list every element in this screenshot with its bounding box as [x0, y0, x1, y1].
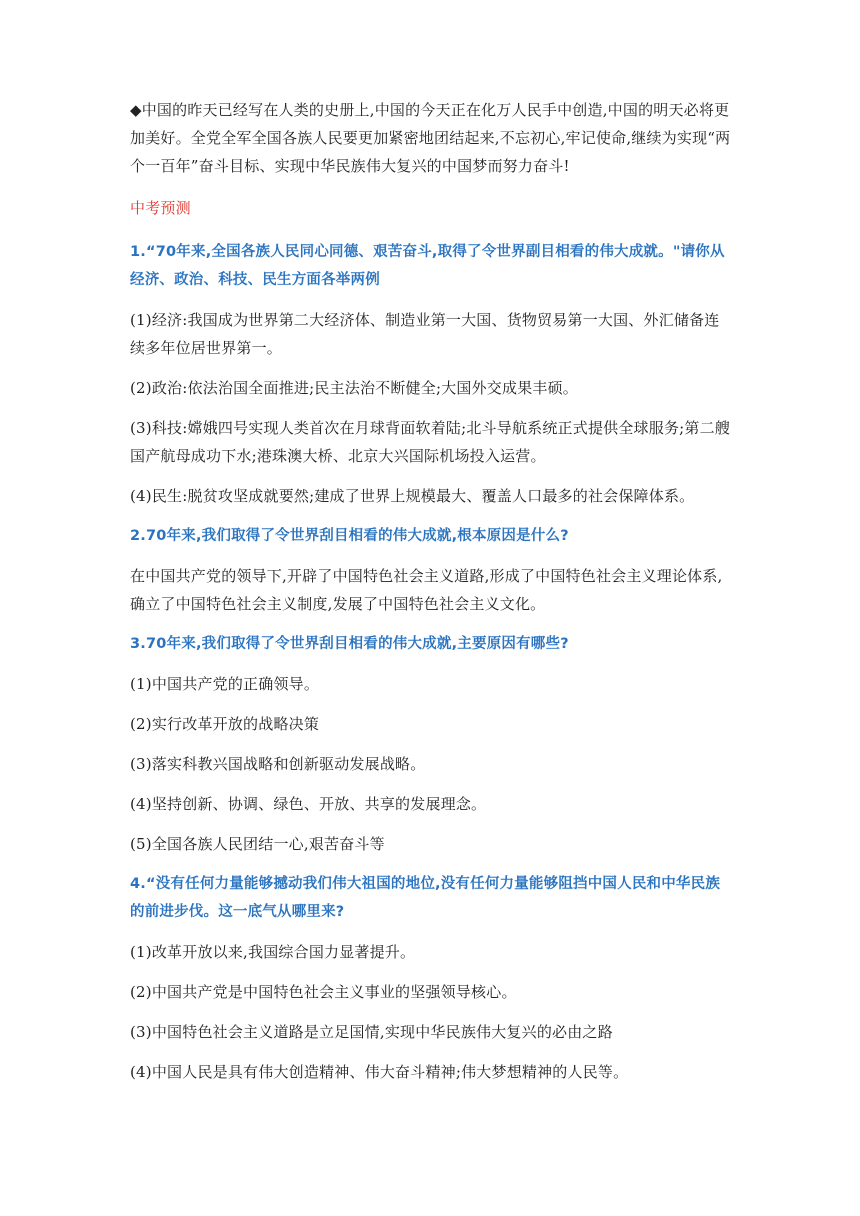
- section-title: 中考预测: [130, 199, 191, 217]
- answer-2-1: 在中国共产党的领导下,开辟了中国特色社会主义道路,形成了中国特色社会主义理论体系,确立了中国特色社会主义制度,发展了中国特色社会主义文化。: [130, 567, 723, 613]
- answer-1-3: (3)科技:嫦娥四号实现人类首次在月球背面软着陆;北斗导航系统正式提供全球服务;第二艘国产航母成功下水;港珠澳大桥、北京大兴国际机场投入运营。: [130, 419, 731, 465]
- intro-paragraph: ◆中国的昨天已经写在人类的史册上,中国的今天正在化万人民手中创造,中国的明天必将更加美好。全党全军全国各族人民要更加紧密地团结起来,不忘初心,牢记使命,继续为实现“两个一百年”奋斗目标、实现中华民族伟大复兴的中国梦而努力奋斗!: [130, 101, 731, 175]
- document-body: [130, 96, 734, 1098]
- answer-3-5: (5)全国各族人民团结一心,艰苦奋斗等: [130, 835, 385, 853]
- answer-3-1: (1)中国共产党的正确领导。: [130, 675, 320, 693]
- question-1: 1.“70年来,全国各族人民同心同德、艰苦奋斗,取得了令世界副目相看的伟大成就。"请你从经济、政治、科技、民生方面各举两例: [130, 244, 725, 288]
- answer-4-3: (3)中国特色社会主义道路是立足国情,实现中华民族伟大复兴的必由之路: [130, 1023, 613, 1041]
- answer-4-2: (2)中国共产党是中国特色社会主义事业的坚强领导核心。: [130, 983, 517, 1001]
- answer-3-4: (4)坚持创新、协调、绿色、开放、共享的发展理念。: [130, 795, 487, 813]
- question-2: 2.70年来,我们取得了令世界刮目相看的伟大成就,根本原因是什么?: [130, 528, 569, 544]
- answer-1-2: (2)政治:依法治国全面推进;民主法治不断健全;大国外交成果丰硕。: [130, 379, 579, 397]
- question-3: 3.70年来,我们取得了令世界刮目相看的伟大成就,主要原因有哪些?: [130, 636, 569, 652]
- answer-4-4: (4)中国人民是具有伟大创造精神、伟大奋斗精神;伟大梦想精神的人民等。: [130, 1063, 629, 1081]
- question-4: 4.“没有任何力量能够撼动我们伟大祖国的地位,没有任何力量能够阻挡中国人民和中华民族的前进步伐。这一底气从哪里来?: [130, 876, 721, 920]
- answer-1-1: (1)经济:我国成为世界第二大经济体、制造业第一大国、货物贸易第一大国、外汇储备连续多年位居世界第一。: [130, 311, 720, 357]
- answer-4-1: (1)改革开放以来,我国综合国力显著提升。: [130, 943, 416, 961]
- answer-3-3: (3)落实科教兴国战略和创新驱动发展战略。: [130, 755, 426, 773]
- answer-3-2: (2)实行改革开放的战略决策: [130, 715, 320, 733]
- answer-1-4: (4)民生:脱贫攻坚成就要然;建成了世界上规模最大、覆盖人口最多的社会保障体系。: [130, 487, 695, 505]
